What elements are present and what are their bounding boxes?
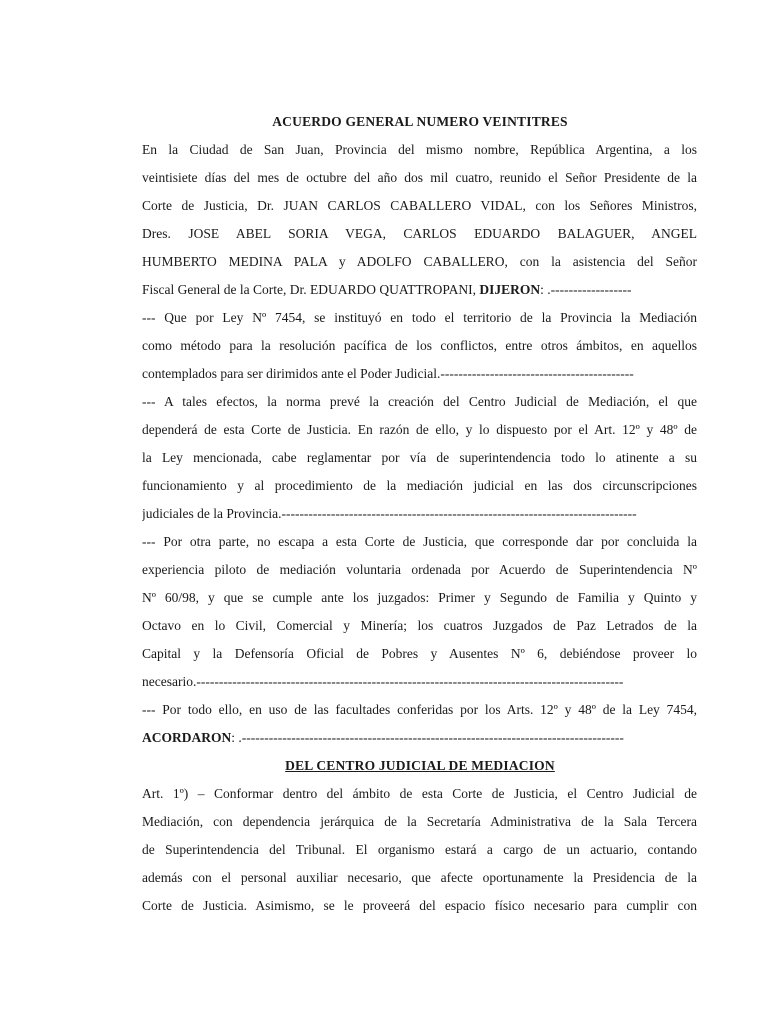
text-line: ACORDARON: .------------------------------------------------------------------------------------- <box>142 730 624 745</box>
text-line: veintisiete días del mes de octubre del año dos mil cuatro, reunido el Señor Presidente de la <box>142 170 697 185</box>
text-line: además con el personal auxiliar necesario, que afecte oportunamente la Presidencia de la <box>142 870 697 885</box>
text-line: experiencia piloto de mediación voluntaria ordenada por Acuerdo de Superintendencia Nº <box>142 562 697 577</box>
text-line: HUMBERTO MEDINA PALA y ADOLFO CABALLERO, con la asistencia del Señor <box>142 254 697 269</box>
text-line: como método para la resolución pacífica de los conflictos, entre otros ámbitos, en aquellos <box>142 338 697 353</box>
text-line: Corte de Justicia. Asimismo, se le proveerá del espacio físico necesario para cumplir con <box>142 898 697 913</box>
text-line: Octavo en lo Civil, Comercial y Minería; los cuatros Juzgados de Paz Letrados de la <box>142 618 697 633</box>
text-line: Corte de Justicia, Dr. JUAN CARLOS CABALLERO VIDAL, con los Señores Ministros, <box>142 198 697 213</box>
text-line: Dres. JOSE ABEL SORIA VEGA, CARLOS EDUARDO BALAGUER, ANGEL <box>142 226 697 241</box>
text-line: necesario.----------------------------------------------------------------------------------------------- <box>142 674 624 689</box>
text-line: la Ley mencionada, cabe reglamentar por vía de superintendencia todo lo atinente a su <box>142 450 697 465</box>
text-line: Nº 60/98, y que se cumple ante los juzgados: Primer y Segundo de Familia y Quinto y <box>142 590 697 605</box>
text-line: Fiscal General de la Corte, Dr. EDUARDO QUATTROPANI, DIJERON: .------------------ <box>142 282 632 297</box>
text-line: --- Por otra parte, no escapa a esta Corte de Justicia, que corresponde dar por concluida la <box>142 534 697 549</box>
text-line: --- Por todo ello, en uso de las facultades conferidas por los Arts. 12º y 48º de la Ley 7454, <box>142 702 697 717</box>
text-line: --- Que por Ley Nº 7454, se instituyó en todo el territorio de la Provincia la Mediación <box>142 310 697 325</box>
text-line: contemplados para ser dirimidos ante el Poder Judicial.------------------------------------------- <box>142 366 634 381</box>
text-line: Mediación, con dependencia jerárquica de la Secretaría Administrativa de la Sala Tercera <box>142 814 697 829</box>
document-title: ACUERDO GENERAL NUMERO VEINTITRES <box>272 114 568 129</box>
bold-keyword: DIJERON <box>479 282 541 297</box>
text-line: Art. 1º) – Conformar dentro del ámbito de esta Corte de Justicia, el Centro Judicial de <box>142 786 697 801</box>
bold-keyword: ACORDARON <box>142 730 232 745</box>
text-line: En la Ciudad de San Juan, Provincia del mismo nombre, República Argentina, a los <box>142 142 697 157</box>
text-line: de Superintendencia del Tribunal. El organismo estará a cargo de un actuario, contando <box>142 842 697 857</box>
text-line: funcionamiento y al procedimiento de la mediación judicial en las dos circunscripciones <box>142 478 697 493</box>
text-line: judiciales de la Provincia.------------------------------------------------------------------------------- <box>142 506 637 521</box>
text-line: --- A tales efectos, la norma prevé la creación del Centro Judicial de Mediación, el que <box>142 394 697 409</box>
text-line: Capital y la Defensoría Oficial de Pobres y Ausentes Nº 6, debiéndose proveer lo <box>142 646 697 661</box>
section-heading: DEL CENTRO JUDICIAL DE MEDIACION <box>285 758 555 773</box>
text-line: dependerá de esta Corte de Justicia. En razón de ello, y lo dispuesto por el Art. 12º y 48º de <box>142 422 697 437</box>
